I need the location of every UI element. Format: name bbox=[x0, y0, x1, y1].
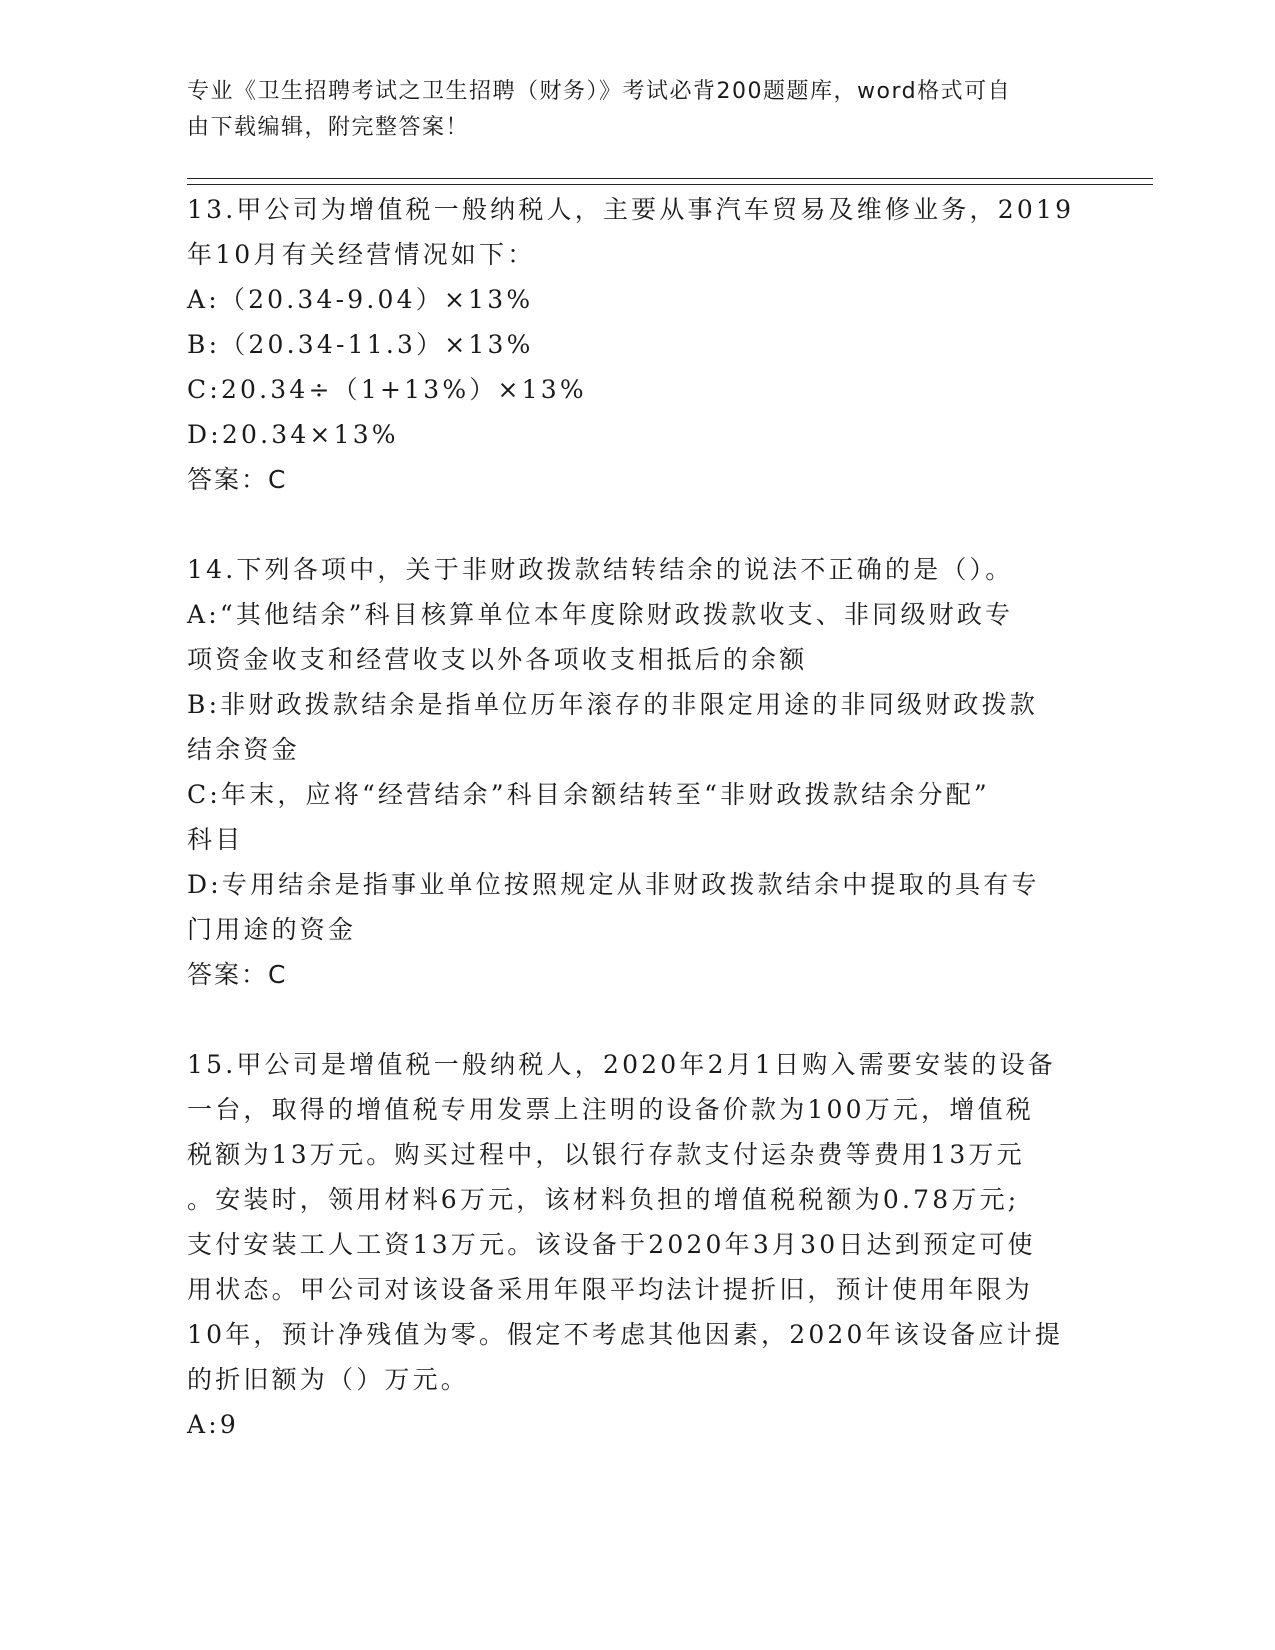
question-block bbox=[187, 187, 1087, 547]
option-line: 结余资金 bbox=[187, 735, 300, 764]
header-line-2: 由下载编辑，附完整答案！ bbox=[187, 115, 470, 140]
option-line: B:（20.34-11.3）×13% bbox=[187, 330, 534, 359]
header-line-1: 专业《卫生招聘考试之卫生招聘（财务）》考试必背200题题库，word格式可自 bbox=[187, 79, 1012, 104]
question-stem-line: 。安装时，领用材料6万元，该材料负担的增值税税额为0.78万元; bbox=[187, 1185, 1020, 1214]
option-line: D:20.34×13% bbox=[187, 420, 399, 449]
option-item bbox=[187, 682, 1087, 772]
question-stem-line: 14.下列各项中，关于非财政拨款结转结余的说法不正确的是（）。 bbox=[187, 555, 1014, 584]
question-list bbox=[187, 187, 1087, 1447]
option-line: A:（20.34-9.04）×13% bbox=[187, 285, 534, 314]
option-line: C:20.34÷（1+13%）×13% bbox=[187, 375, 587, 404]
answer-line: 答案：C bbox=[187, 960, 288, 989]
question-stem-line: 10年，预计净残值为零。假定不考虑其他因素，2020年该设备应计提 bbox=[187, 1320, 1064, 1349]
option-item bbox=[187, 592, 1087, 682]
question-block bbox=[187, 547, 1087, 1042]
option-item bbox=[187, 772, 1087, 862]
document-header bbox=[187, 74, 1067, 146]
option-item bbox=[187, 322, 1087, 367]
question-block bbox=[187, 1042, 1087, 1447]
question-stem-line: 的折旧额为（）万元。 bbox=[187, 1365, 470, 1394]
question-stem-line: 15.甲公司是增值税一般纳税人，2020年2月1日购入需要安装的设备 bbox=[187, 1050, 1056, 1079]
answer-line: 答案：C bbox=[187, 465, 288, 494]
option-line: 项资金收支和经营收支以外各项收支相抵后的余额 bbox=[187, 645, 808, 674]
option-line: 科目 bbox=[187, 825, 244, 854]
option-line: 门用途的资金 bbox=[187, 915, 357, 944]
question-spacer bbox=[187, 502, 1087, 547]
question-stem-line: 支付安装工人工资13万元。该设备于2020年3月30日达到预定可使 bbox=[187, 1230, 1036, 1259]
option-item bbox=[187, 1402, 1087, 1447]
header-divider-top bbox=[187, 178, 1153, 179]
question-stem-line: 用状态。甲公司对该设备采用年限平均法计提折旧，预计使用年限为 bbox=[187, 1275, 1034, 1304]
question-stem-line: 13.甲公司为增值税一般纳税人，主要从事汽车贸易及维修业务，2019 bbox=[187, 195, 1075, 224]
question-stem-line: 税额为13万元。购买过程中，以银行存款支付运杂费等费用13万元 bbox=[187, 1140, 1025, 1169]
option-item bbox=[187, 412, 1087, 457]
header-divider-bottom bbox=[187, 184, 1153, 185]
option-line: D:专用结余是指事业单位按照规定从非财政拨款结余中提取的具有专 bbox=[187, 870, 1040, 899]
option-item bbox=[187, 862, 1087, 952]
option-line: A:9 bbox=[187, 1410, 239, 1439]
option-line: C:年末，应将“经营结余”科目余额结转至“非财政拨款结余分配” bbox=[187, 780, 990, 809]
option-item bbox=[187, 367, 1087, 412]
option-line: A:“其他结余”科目核算单位本年度除财政拨款收支、非同级财政专 bbox=[187, 600, 1014, 629]
option-line: B:非财政拨款结余是指单位历年滚存的非限定用途的非同级财政拨款 bbox=[187, 690, 1038, 719]
question-stem-line: 一台，取得的增值税专用发票上注明的设备价款为100万元，增值税 bbox=[187, 1095, 1034, 1124]
question-stem-line: 年10月有关经营情况如下： bbox=[187, 240, 536, 269]
option-item bbox=[187, 277, 1087, 322]
question-spacer bbox=[187, 997, 1087, 1042]
